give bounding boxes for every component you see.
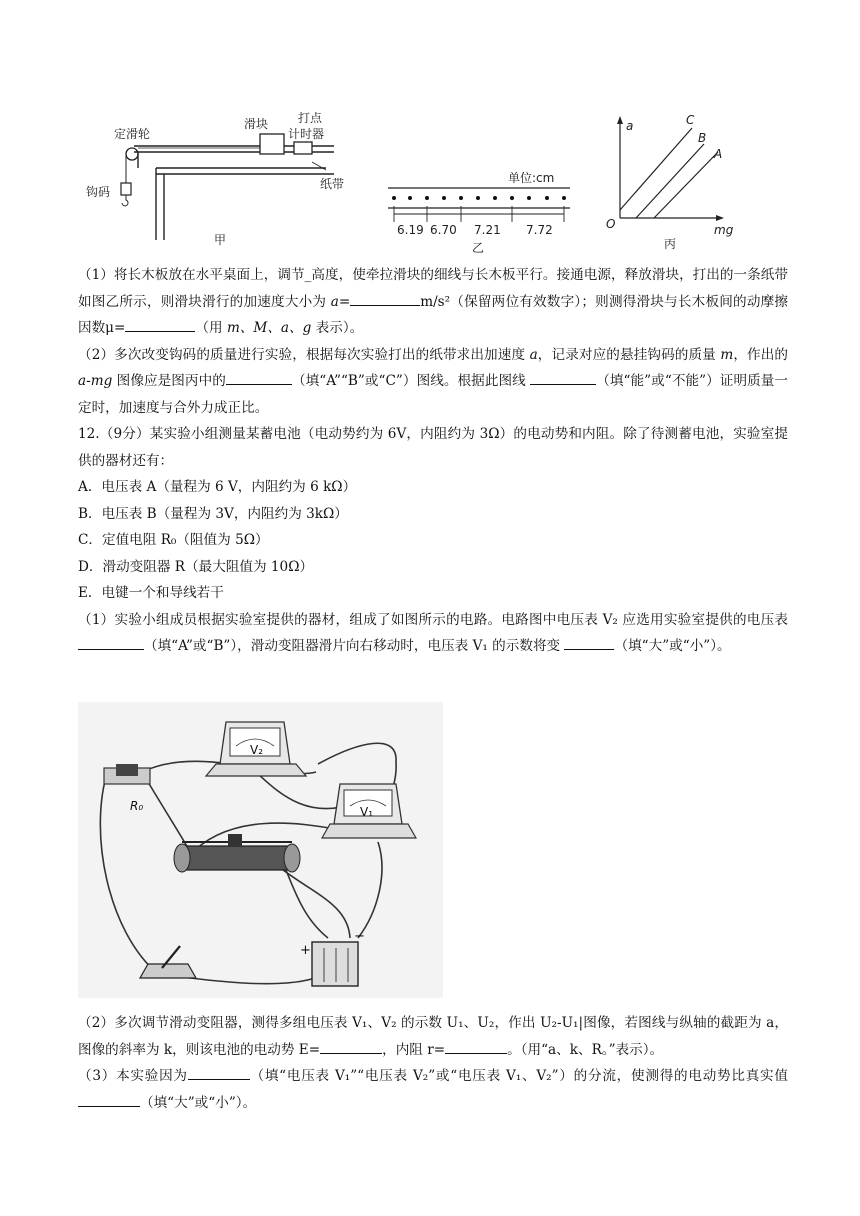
figure-jia [84,108,344,248]
q11-p2-var-m: m [720,346,734,363]
q11-p1-a: （1）将长木板放在水平桌面上，调节_高度，使牵拉滑块的细线与长木板平行。接通电源，释放滑块，打出的一条纸带如图乙所示，则滑块滑行的加速度大小为 [78,267,788,310]
hook-weight-label: 钩码 [86,185,111,199]
battery-minus: − [354,929,365,944]
q11-p2-b: ，记录对应的悬挂钩码的质量 [537,346,721,363]
answer-blank-friction[interactable] [125,317,195,332]
pulley-icon [126,148,138,160]
q12-p2-c: 。（用“a、k、R。”表示）。 [507,1041,664,1058]
q12-option-d: D．滑动变阻器 R（最大阻值为 10Ω） [78,558,314,575]
q11-p2-d: 图像应是图丙中的 [112,373,226,389]
answer-blank-voltmeter[interactable] [78,635,144,650]
q12-p3-b: （填“电压表 V₁”“电压表 V₂”或“电压表 V₁、V₂”）的分流，使测得的电动势比真实值 [249,1068,788,1084]
slider-block [260,134,284,154]
q11-p2-f: （填“能”或“不能”）证明质量一定时，加速度与合外力成正比。 [78,373,788,416]
timer-label-1: 打点 [298,111,323,125]
x-axis-label: mg [714,223,734,237]
distance-4: 7.72 [526,223,553,237]
q11-p1-var-a: a [330,293,339,310]
answer-blank-line[interactable] [226,370,292,385]
q11-p1-b: = [338,293,351,310]
q11-p1-d: （用 [195,320,227,336]
label-c: C [686,113,695,127]
q12-p3-a: （3）本实验因为 [78,1068,188,1084]
q11-p1-c: m/s²（保留两位有效数字）；则测得滑块与长木板间的动摩擦因数μ= [78,293,788,336]
question-11-text [78,262,788,660]
q12-p1-a: （1）实验小组成员根据实验室提供的器材，组成了如图所示的电路。电路图中电压表 V₂ 应选用实验室提供的电压表 [78,611,788,628]
q12-p1-c: （填“大”或“小”）。 [614,638,731,654]
battery-plus: + [300,943,311,958]
caption-yi: 乙 [472,241,485,254]
q12-option-e: E．电键一个和导线若干 [78,585,224,601]
q12-p2-b: ，内阻 r= [382,1041,446,1058]
figure-yi [380,168,580,254]
answer-blank-emf[interactable] [320,1039,382,1054]
slider-label: 滑块 [244,117,269,131]
label-b: B [698,131,707,145]
q11-p2-c: ，作出的 [733,346,789,363]
answer-blank-v1-change[interactable] [564,635,614,650]
answer-blank-bias[interactable] [78,1092,140,1107]
q12-option-a: A．电压表 A（量程为 6 V，内阻约为 6 kΩ） [78,479,357,495]
distance-1: 6.19 [397,223,424,237]
q12-option-b: B．电压表 B（量程为 3V，内阻约为 3kΩ） [78,505,348,522]
answer-blank-proof[interactable] [530,370,596,385]
question-12-text-lower [78,1010,788,1116]
q12-p3-c: （填“大”或“小”）。 [140,1094,257,1111]
origin-label: O [606,217,616,231]
line-a [654,152,718,218]
q11-p2-amg: a-mg [78,373,113,389]
battery-icon [312,942,358,986]
q12-part2 [78,1010,788,1063]
q11-p2-a: （2）多次改变钩码的质量进行实验，根据每次实验打出的纸带求出加速度 [78,346,530,363]
answer-blank-resistance[interactable] [445,1039,507,1054]
distance-2: 6.70 [430,223,457,237]
q11-p1-vars: m、M、a、g [226,320,312,336]
unit-label: 单位:cm [508,171,555,185]
q12-stem: 12.（9分）某实验小组测量某蓄电池（电动势约为 6V，内阻约为 3Ω）的电动势和内阻。除了待测蓄电池，实验室提供的器材还有： [78,426,788,469]
tape-label: 纸带 [320,177,344,191]
r0-label: R₀ [130,799,144,813]
answer-blank-acceleration[interactable] [350,291,420,306]
q11-p2-var-a: a [529,346,538,363]
caption-bing: 丙 [664,237,677,250]
distance-3: 7.21 [474,223,501,237]
q12-p2-a: （2）多次调节滑动变阻器，测得多组电压表 V₁、V₂ 的示数 U₁、U₂，作出 U₂-U₁|图像，若图线与纵轴的截距为 a，图像的斜率为 k，则该电池的电动势 E= [78,1015,788,1058]
answer-blank-shunt[interactable] [188,1065,250,1080]
pulley-label: 定滑轮 [114,127,151,141]
q11-part2 [78,342,788,422]
q12-option-c: C．定值电阻 R₀（阻值为 5Ω） [78,532,269,548]
q12-p1-b: （填“A”或“B”），滑动变阻器滑片向右移动时，电压表 V₁ 的示数将变 [144,638,565,654]
y-axis-label: a [626,119,634,133]
q11-p1-e: 表示）。 [311,320,364,336]
caption-jia: 甲 [214,233,227,247]
q11-part1 [78,262,788,342]
v2-label: V₂ [250,743,264,757]
timer-label-2: 计时器 [288,127,325,141]
v1-label: V₁ [360,805,374,819]
circuit-photo [78,702,443,998]
timer-icon [294,142,312,154]
hook-weight-icon [121,183,131,195]
q11-p2-e: （填“A”“B”或“C”）图线。根据此图线 [291,373,531,389]
label-a: A [714,147,723,161]
figure-bing [600,110,750,250]
q12-part1 [78,607,788,660]
q12-part3 [78,1063,788,1116]
